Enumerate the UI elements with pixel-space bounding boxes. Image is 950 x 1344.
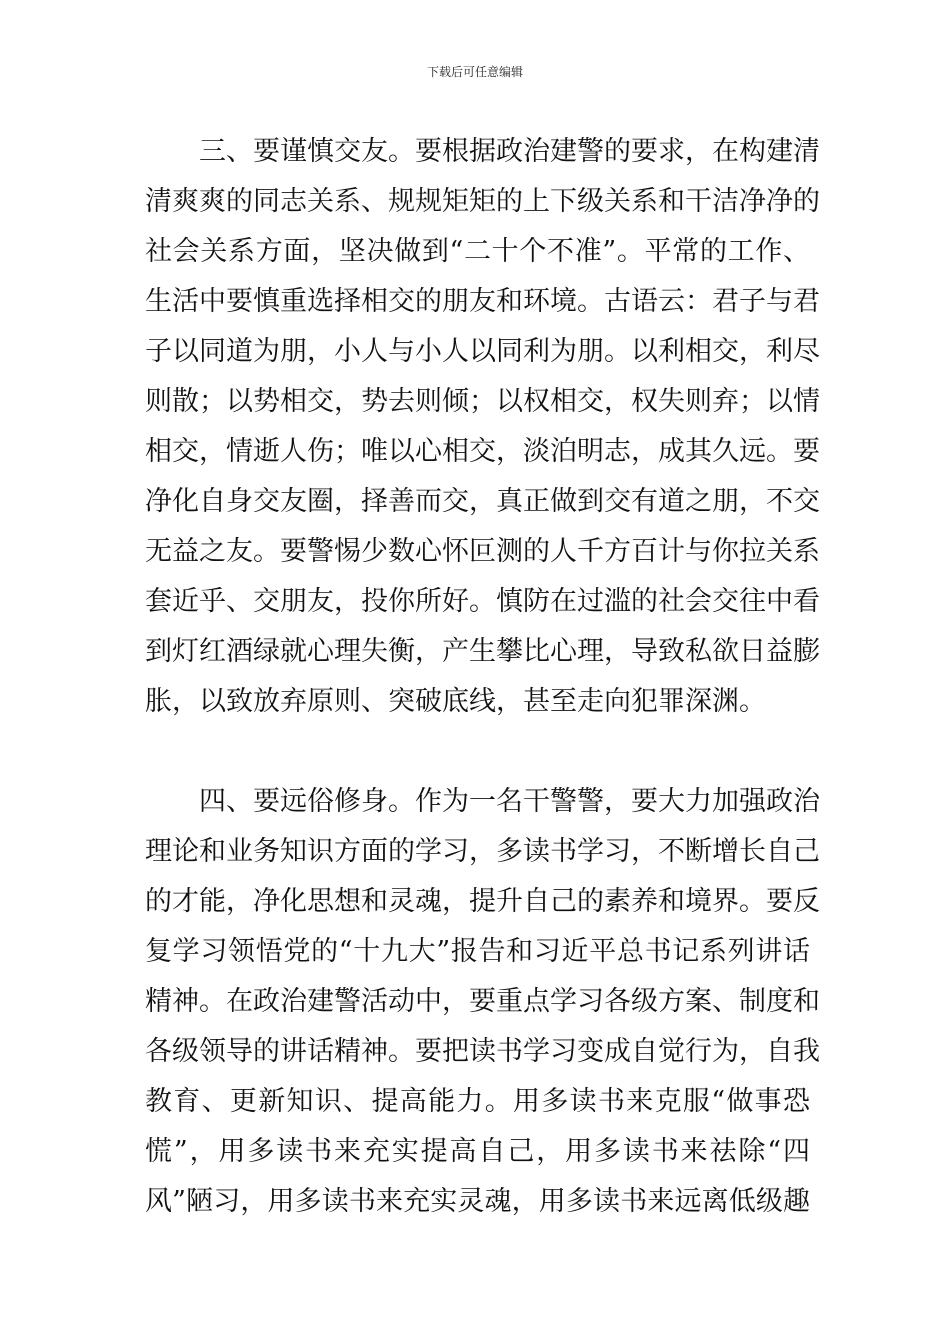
text-line: 教育、更新知识、提高能力。用多读书来克服“做事恐 bbox=[145, 1086, 810, 1117]
text-line: 慌”，用多读书来充实提高自己，用多读书来祛除“四 bbox=[145, 1136, 810, 1167]
text-line: 相交，情逝人伤；唯以心相交，淡泊明志，成其久远。要 bbox=[145, 436, 820, 467]
text-line: 套近乎、交朋友，投你所好。慎防在过滥的社会交往中看 bbox=[145, 586, 820, 617]
text-line: 子以同道为朋，小人与小人以同利为朋。以利相交，利尽 bbox=[145, 336, 820, 367]
text-line: 理论和业务知识方面的学习，多读书学习，不断增长自己 bbox=[145, 836, 820, 867]
text-line: 到灯红酒绿就心理失衡，产生攀比心理，导致私欲日益膨 bbox=[145, 636, 820, 667]
text-line: 社会关系方面，坚决做到“二十个不准”。平常的工作、 bbox=[145, 236, 810, 267]
text-line: 则散；以势相交，势去则倾；以权相交，权失则弃；以情 bbox=[145, 386, 820, 417]
text-line: 三、要谨慎交友。要根据政治建警的要求，在构建清 bbox=[199, 136, 820, 167]
page-header: 下载后可任意编辑 bbox=[426, 65, 523, 79]
text-line: 生活中要慎重选择相交的朋友和环境。古语云：君子与君 bbox=[145, 286, 820, 317]
text-line: 胀，以致放弃原则、突破底线，甚至走向犯罪深渊。 bbox=[145, 686, 766, 717]
text-line: 清爽爽的同志关系、规规矩矩的上下级关系和干洁净净的 bbox=[145, 186, 820, 217]
text-line: 各级领导的讲话精神。要把读书学习变成自觉行为，自我 bbox=[145, 1036, 820, 1067]
paragraph-4-self-cultivation bbox=[145, 782, 820, 1232]
paragraph-spacer bbox=[145, 732, 810, 782]
text-line: 四、要远俗修身。作为一名干警警，要大力加强政治 bbox=[199, 786, 820, 817]
text-line: 无益之友。要警惕少数心怀叵测的人千方百计与你拉关系 bbox=[145, 536, 820, 567]
text-line: 精神。在政治建警活动中，要重点学习各级方案、制度和 bbox=[145, 986, 820, 1017]
document-body bbox=[145, 132, 820, 1232]
paragraph-3-careful-friendship bbox=[145, 132, 820, 732]
text-line: 的才能，净化思想和灵魂，提升自己的素养和境界。要反 bbox=[145, 886, 820, 917]
text-line: 复学习领悟党的“十九大”报告和习近平总书记系列讲话 bbox=[145, 936, 810, 967]
text-line: 风”陋习，用多读书来充实灵魂，用多读书来远离低级趣 bbox=[145, 1186, 810, 1217]
text-line: 净化自身交友圈，择善而交，真正做到交有道之朋，不交 bbox=[145, 486, 820, 517]
